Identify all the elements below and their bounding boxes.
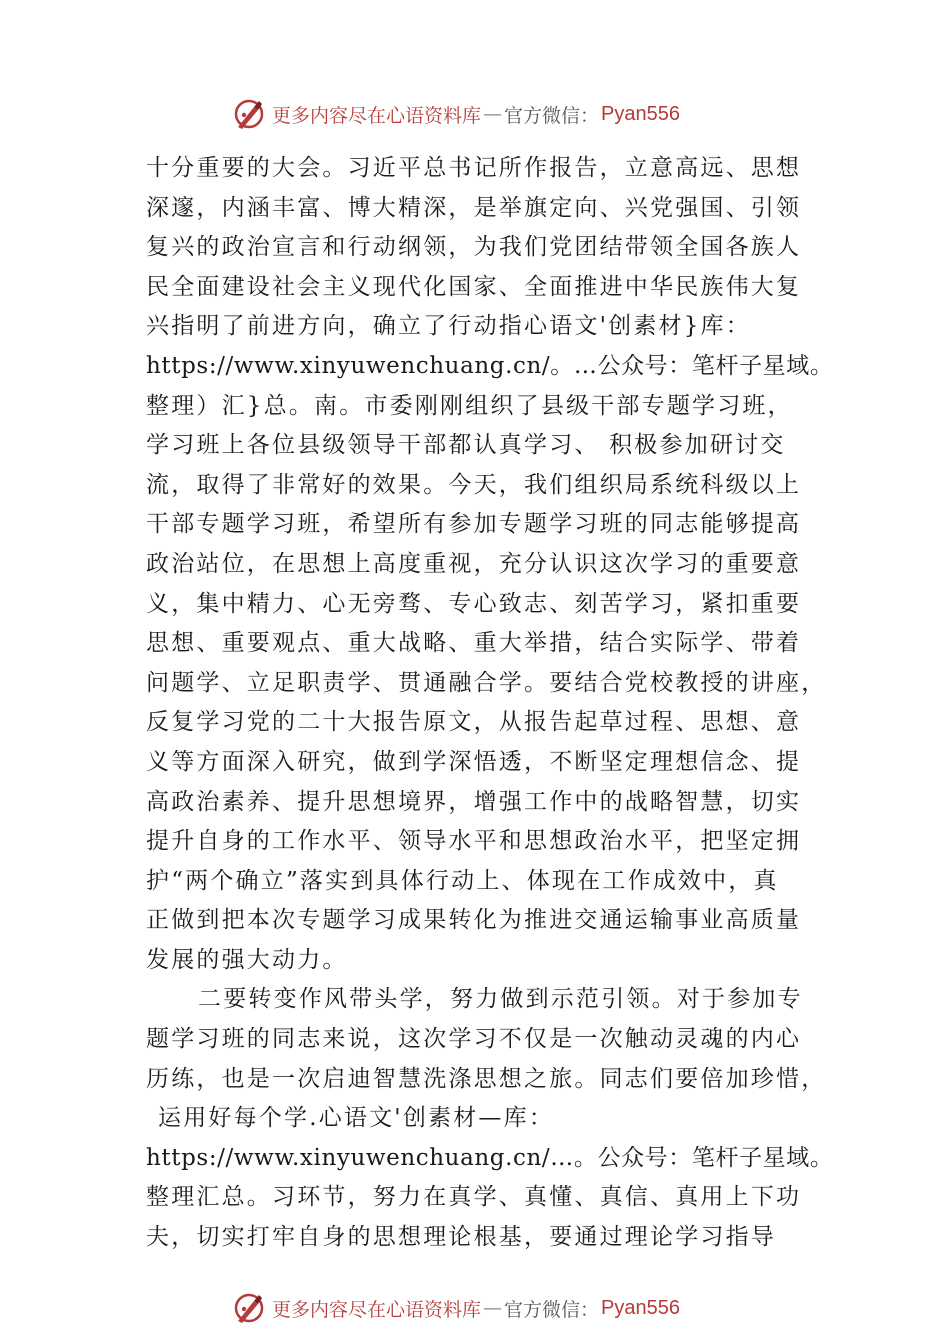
body-line: 兴指明了前进方向，确立了行动指心语文'创素材}库： (146, 313, 751, 340)
header-promo-text: 更多内容尽在心语资料库 (272, 104, 482, 127)
header-banner (232, 96, 680, 132)
body-line-url: https://www.xinyuwenchuang.cn/…。公众号：笔杆子星域。 (146, 1144, 834, 1171)
pen-logo-icon (232, 1291, 266, 1325)
body-line: 正做到把本次专题学习成果转化为推进交通运输事业高质量 (146, 907, 802, 934)
body-line: 思想、重要观点、重大战略、重大举措，结合实际学、带着 (146, 630, 802, 657)
body-line: 运用好每个学.心语文'创素材—库： (158, 1105, 555, 1132)
body-line: 提升自身的工作水平、领导水平和思想政治水平，把坚定拥 (146, 828, 802, 855)
body-line-url: https://www.xinyuwenchuang.cn/。…公众号：笔杆子星域。 (146, 352, 834, 379)
header-wechat-id: Pyan556 (601, 102, 680, 125)
body-line: 干部专题学习班，希望所有参加专题学习班的同志能够提高 (146, 511, 802, 538)
body-line: 问题学、立足职责学、贯通融合学。要结合党校教授的讲座， (146, 669, 827, 696)
body-line: 整理汇总。习环节，努力在真学、真懂、真信、真用上下功 (146, 1184, 802, 1211)
body-line: 历练，也是一次启迪智慧洗涤思想之旅。同志们要倍加珍惜， (146, 1065, 827, 1092)
body-line: 夫，切实打牢自身的思想理论根基，要通过理论学习指导 (146, 1224, 776, 1251)
body-line: 发展的强大动力。 (146, 946, 348, 973)
footer-wechat-id: Pyan556 (601, 1296, 680, 1319)
body-line: 整理）汇}总。南。市委刚刚组织了县级干部专题学习班， (146, 392, 793, 419)
paragraph-start-line: 二要转变作风带头学，努力做到示范引领。对于参加专 (198, 986, 803, 1013)
body-line: 民全面建设社会主义现代化国家、全面推进中华民族伟大复 (146, 273, 802, 300)
document-body (146, 149, 836, 1258)
body-line: 反复学习党的二十大报告原文，从报告起草过程、思想、意 (146, 709, 802, 736)
body-line: 义，集中精力、心无旁骛、专心致志、刻苦学习，紧扣重要 (146, 590, 802, 617)
body-line: 学习班上各位县级领导干部都认真学习、 积极参加研讨交 (146, 432, 786, 459)
body-line: 政治站位，在思想上高度重视，充分认识这次学习的重要意 (146, 550, 802, 577)
footer-wechat-label: 官方微信： (504, 1298, 600, 1321)
footer-separator: — (483, 1297, 503, 1319)
body-line: 复兴的政治宣言和行动纲领，为我们党团结带领全国各族人 (146, 234, 802, 261)
body-line: 流，取得了非常好的效果。今天，我们组织局系统科级以上 (146, 471, 802, 498)
body-line: 深邃，内涵丰富、博大精深，是举旗定向、兴党强国、引领 (146, 194, 802, 221)
body-line: 题学习班的同志来说，这次学习不仅是一次触动灵魂的内心 (146, 1026, 802, 1053)
header-wechat-label: 官方微信： (504, 104, 600, 127)
footer-promo-text: 更多内容尽在心语资料库 (272, 1298, 482, 1321)
header-separator: — (483, 103, 503, 125)
body-line: 高政治素养、提升思想境界，增强工作中的战略智慧，切实 (146, 788, 802, 815)
pen-logo-icon (232, 97, 266, 131)
body-line: 十分重要的大会。习近平总书记所作报告，立意高远、思想 (146, 155, 802, 181)
footer-banner (232, 1290, 680, 1326)
body-line: 护“两个确立”落实到具体行动上、体现在工作成效中，真 (146, 867, 779, 894)
body-line: 义等方面深入研究，做到学深悟透，不断坚定理想信念、提 (146, 748, 802, 775)
